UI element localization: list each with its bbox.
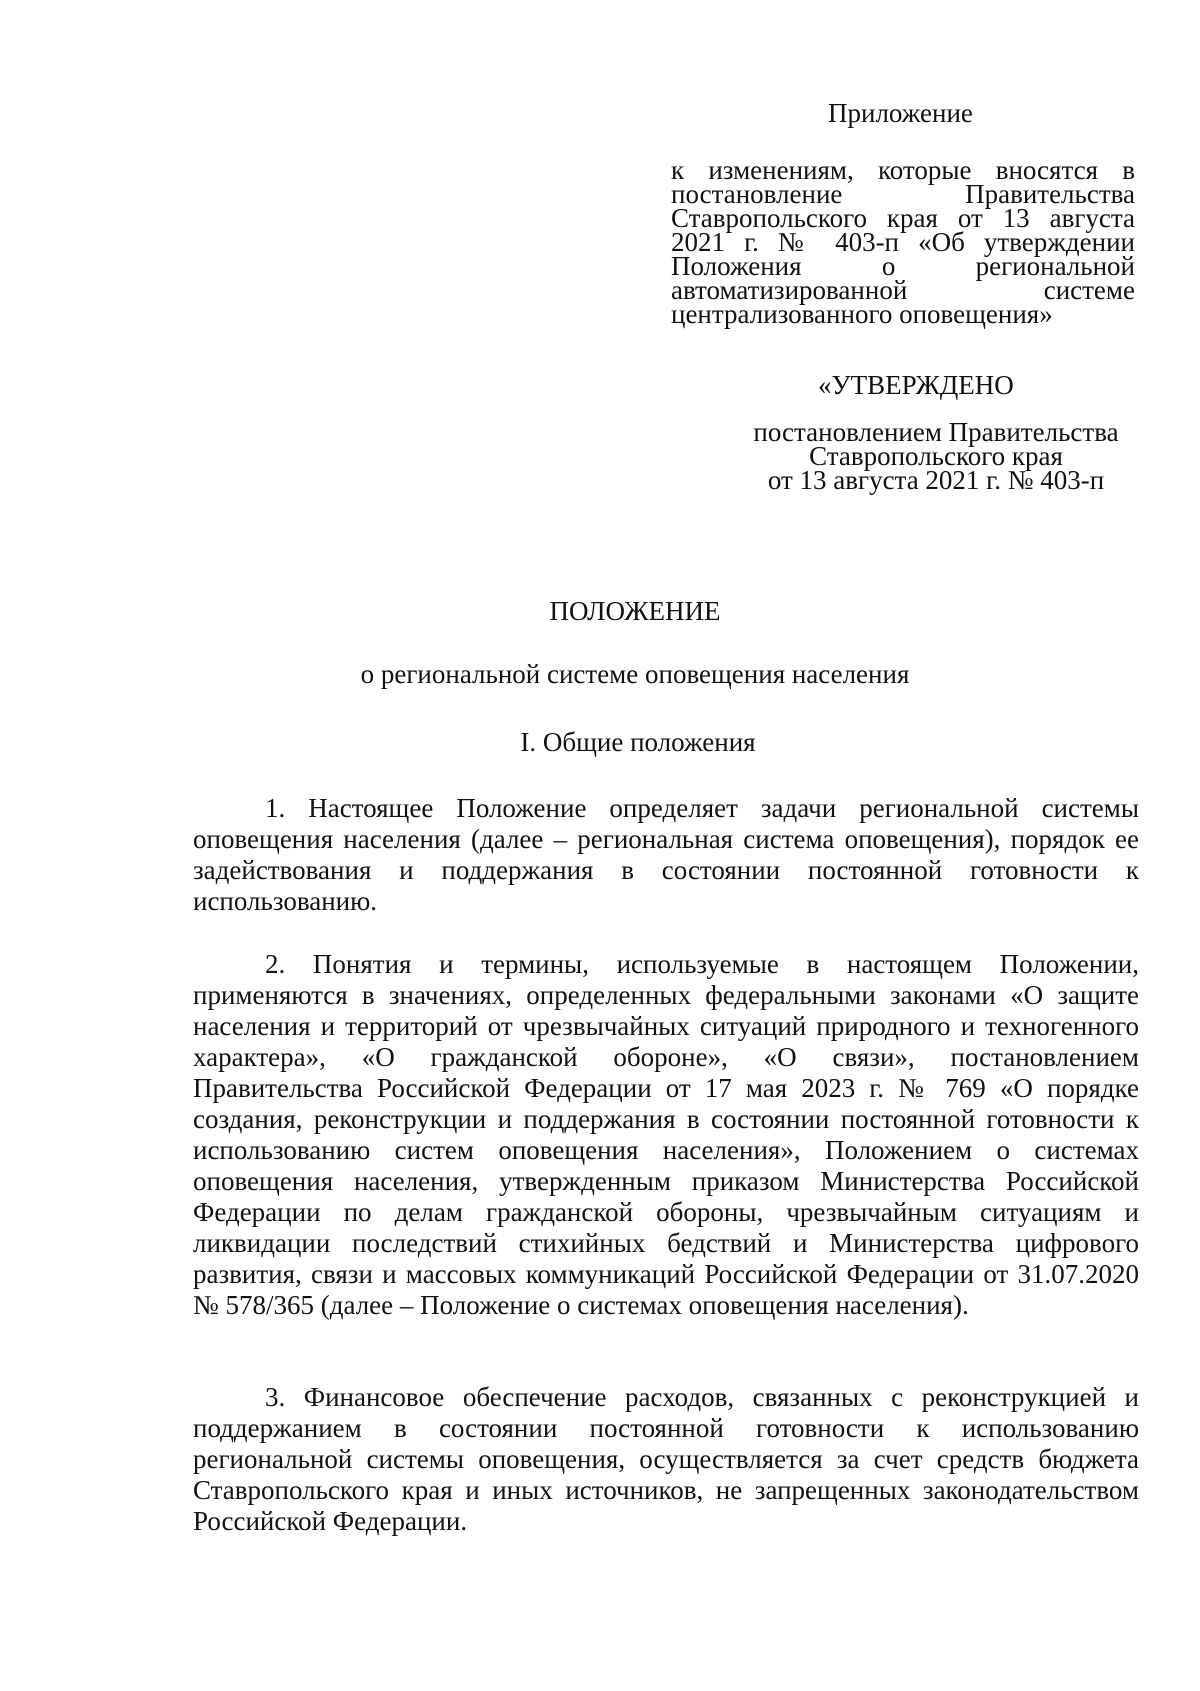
approval-line-2: Ставропольского края <box>809 441 1063 471</box>
approval-title: «УТВЕРЖДЕНО <box>818 370 1014 400</box>
paragraph-1: 1. Настоящее Положение определяет задачи региональной системы оповещения населения (далее – региональная система оповещения), порядок ее задействования и поддержания в состоянии постоянной готовности к использованию. <box>193 793 1139 916</box>
paragraph-2: 2. Понятия и термины, используемые в настоящем Положении, применяются в значениях, определенных федеральными законами «О защите населения и территорий от чрезвычайных ситуаций природного и техногенного характера», «О гражданской обороне», «О связи», постановлением Правительства Российской Федерации от 17 мая 2023 г. № 769 «О порядке создания, реконструкции и поддержания в состоянии постоянной готовности к использованию систем оповещения населения», Положением о системах оповещения населения, утвержденным приказом Министерства Российской Федерации по делам гражданской обороны, чрезвычайным ситуациям и ликвидации последствий стихийных бедствий и Министерства цифрового развития, связи и массовых коммуникаций Российской Федерации от 31.07.2020 № 578/365 (далее – Положение о системах оповещения населения). <box>193 949 1139 1320</box>
approval-line-3: от 13 августа 2021 г. № 403-п <box>767 465 1105 495</box>
document-title: ПОЛОЖЕНИЕ <box>549 596 721 626</box>
approval-line-1: постановлением Правительства <box>753 417 1119 447</box>
section-heading: I. Общие положения <box>520 727 756 757</box>
document-subtitle: о региональной системе оповещения населения <box>360 659 910 689</box>
paragraph-3: 3. Финансовое обеспечение расходов, связанных с реконструкцией и поддержанием в состоянии постоянной готовности к использованию региональной системы оповещения, осуществляется за счет средств бюджета Ставропольского края и иных источников, не запрещенных законодательством Российской Федерации. <box>193 1382 1139 1536</box>
approval-block <box>736 417 1136 495</box>
appendix-text: к изменениям, которые вносятся в постановление Правительства Ставропольского края от 13 августа 2021 г. № 403-п «Об утверждении Положения о региональной автоматизированной системе централизованного оповещения» <box>671 155 1135 329</box>
appendix-title: Приложение <box>828 98 973 128</box>
